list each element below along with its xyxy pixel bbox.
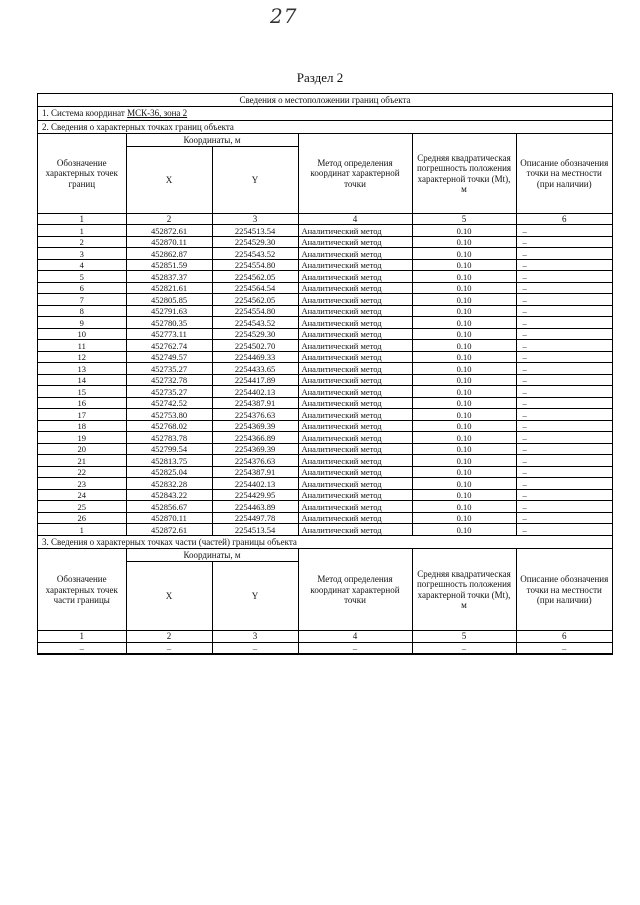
y-coordinate-cell: 2254469.33: [212, 351, 298, 363]
table-row: [38, 225, 612, 237]
table-row: [38, 340, 612, 352]
x-coordinate-cell: 452805.85: [126, 294, 212, 306]
description-cell: –: [516, 374, 612, 386]
table-row: [38, 512, 612, 524]
table-row: [38, 420, 612, 432]
y-coordinate-cell: 2254376.63: [212, 409, 298, 421]
error-cell: 0.10: [412, 236, 516, 248]
description-cell: –: [516, 317, 612, 329]
y-coordinate-cell: 2254564.54: [212, 282, 298, 294]
x-coordinate-cell: 452870.11: [126, 512, 212, 524]
error-cell: 0.10: [412, 443, 516, 455]
y-coordinate-cell: 2254554.80: [212, 259, 298, 271]
x-coordinate-cell: 452768.02: [126, 420, 212, 432]
point-number-cell: 21: [38, 455, 126, 467]
col-index: 3: [212, 631, 298, 642]
y-coordinate-cell: 2254417.89: [212, 374, 298, 386]
description-cell: –: [516, 271, 612, 283]
x-coordinate-cell: 452749.57: [126, 351, 212, 363]
error-cell: 0.10: [412, 489, 516, 501]
col-index: 6: [516, 631, 612, 642]
table-row: [38, 305, 612, 317]
col-index: 3: [212, 214, 298, 225]
error-cell: –: [412, 642, 516, 654]
description-cell: –: [516, 248, 612, 260]
x-coordinate-cell: 452783.78: [126, 432, 212, 444]
point-number-cell: 5: [38, 271, 126, 283]
y-coordinate-cell: 2254497.78: [212, 512, 298, 524]
part-points-body: [38, 642, 612, 654]
x-coordinate-cell: 452799.54: [126, 443, 212, 455]
header-coords: Координаты, м: [126, 549, 298, 562]
table-row: [38, 478, 612, 490]
x-coordinate-cell: 452813.75: [126, 455, 212, 467]
method-cell: Аналитический метод: [298, 259, 412, 271]
error-cell: 0.10: [412, 328, 516, 340]
boundary-info-box: [37, 93, 613, 655]
description-cell: –: [516, 328, 612, 340]
table-row: [38, 386, 612, 398]
part-points-table: [38, 549, 612, 654]
point-number-cell: 26: [38, 512, 126, 524]
header-y: Y: [212, 562, 298, 631]
error-cell: 0.10: [412, 351, 516, 363]
header-y: Y: [212, 147, 298, 214]
error-cell: 0.10: [412, 420, 516, 432]
table-row: [38, 294, 612, 306]
table-row: [38, 501, 612, 513]
y-coordinate-cell: 2254387.91: [212, 397, 298, 409]
point-number-cell: 25: [38, 501, 126, 513]
col-index: 4: [298, 214, 412, 225]
method-cell: Аналитический метод: [298, 409, 412, 421]
header-point: Обозначение характерных точек границ: [38, 134, 126, 214]
x-coordinate-cell: 452872.61: [126, 524, 212, 536]
description-cell: –: [516, 466, 612, 478]
point-number-cell: 18: [38, 420, 126, 432]
x-coordinate-cell: 452732.78: [126, 374, 212, 386]
y-coordinate-cell: 2254562.05: [212, 294, 298, 306]
point-number-cell: 1: [38, 524, 126, 536]
point-number-cell: 8: [38, 305, 126, 317]
method-cell: Аналитический метод: [298, 328, 412, 340]
description-cell: –: [516, 363, 612, 375]
y-coordinate-cell: 2254529.30: [212, 236, 298, 248]
method-cell: Аналитический метод: [298, 294, 412, 306]
description-cell: –: [516, 501, 612, 513]
y-coordinate-cell: 2254513.54: [212, 225, 298, 237]
method-cell: Аналитический метод: [298, 432, 412, 444]
description-cell: –: [516, 420, 612, 432]
method-cell: Аналитический метод: [298, 340, 412, 352]
table-row: [38, 524, 612, 536]
point-number-cell: 15: [38, 386, 126, 398]
description-cell: –: [516, 524, 612, 536]
error-cell: 0.10: [412, 386, 516, 398]
method-cell: Аналитический метод: [298, 478, 412, 490]
description-cell: –: [516, 305, 612, 317]
x-coordinate-cell: 452872.61: [126, 225, 212, 237]
x-coordinate-cell: 452870.11: [126, 236, 212, 248]
point-number-cell: 17: [38, 409, 126, 421]
table-row: [38, 443, 612, 455]
error-cell: 0.10: [412, 317, 516, 329]
point-number-cell: 20: [38, 443, 126, 455]
point-number-cell: 23: [38, 478, 126, 490]
method-cell: Аналитический метод: [298, 363, 412, 375]
error-cell: 0.10: [412, 305, 516, 317]
coord-system-row: [38, 107, 612, 120]
x-coordinate-cell: 452735.27: [126, 386, 212, 398]
table-row: [38, 259, 612, 271]
point-number-cell: –: [38, 642, 126, 654]
method-cell: Аналитический метод: [298, 420, 412, 432]
col-index: 1: [38, 631, 126, 642]
x-coordinate-cell: –: [126, 642, 212, 654]
header-point: Обозначение характерных точек части границы: [38, 549, 126, 631]
method-cell: Аналитический метод: [298, 397, 412, 409]
col-index: 1: [38, 214, 126, 225]
box-title: Сведения о местоположении границ объекта: [38, 94, 612, 107]
points-body: [38, 225, 612, 536]
point-number-cell: 3: [38, 248, 126, 260]
error-cell: 0.10: [412, 282, 516, 294]
point-number-cell: 4: [38, 259, 126, 271]
y-coordinate-cell: 2254387.91: [212, 466, 298, 478]
y-coordinate-cell: 2254366.89: [212, 432, 298, 444]
table-row: [38, 642, 612, 654]
header-coords: Координаты, м: [126, 134, 298, 147]
method-cell: Аналитический метод: [298, 282, 412, 294]
col-index: 4: [298, 631, 412, 642]
table-row: [38, 409, 612, 421]
method-cell: Аналитический метод: [298, 466, 412, 478]
table-row: [38, 374, 612, 386]
point-number-cell: 1: [38, 225, 126, 237]
header-method: Метод определения координат характерной точки: [298, 134, 412, 214]
x-coordinate-cell: 452843.22: [126, 489, 212, 501]
y-coordinate-cell: 2254369.39: [212, 443, 298, 455]
table-row: [38, 271, 612, 283]
description-cell: –: [516, 386, 612, 398]
y-coordinate-cell: 2254369.39: [212, 420, 298, 432]
table-row: [38, 466, 612, 478]
header-x: X: [126, 147, 212, 214]
x-coordinate-cell: 452832.28: [126, 478, 212, 490]
method-cell: Аналитический метод: [298, 248, 412, 260]
description-cell: –: [516, 432, 612, 444]
x-coordinate-cell: 452780.35: [126, 317, 212, 329]
point-number-cell: 16: [38, 397, 126, 409]
y-coordinate-cell: 2254543.52: [212, 248, 298, 260]
method-cell: Аналитический метод: [298, 512, 412, 524]
header-desc: Описание обозначения точки на местности (при наличии): [516, 134, 612, 214]
error-cell: 0.10: [412, 363, 516, 375]
x-coordinate-cell: 452735.27: [126, 363, 212, 375]
col-index: 2: [126, 214, 212, 225]
method-cell: Аналитический метод: [298, 236, 412, 248]
error-cell: 0.10: [412, 524, 516, 536]
method-cell: Аналитический метод: [298, 524, 412, 536]
method-cell: Аналитический метод: [298, 501, 412, 513]
method-cell: Аналитический метод: [298, 305, 412, 317]
error-cell: 0.10: [412, 501, 516, 513]
y-coordinate-cell: –: [212, 642, 298, 654]
y-coordinate-cell: 2254402.13: [212, 386, 298, 398]
y-coordinate-cell: 2254554.80: [212, 305, 298, 317]
y-coordinate-cell: 2254402.13: [212, 478, 298, 490]
description-cell: –: [516, 512, 612, 524]
table-row: [38, 489, 612, 501]
description-cell: –: [516, 351, 612, 363]
error-cell: 0.10: [412, 466, 516, 478]
description-cell: –: [516, 409, 612, 421]
error-cell: 0.10: [412, 409, 516, 421]
coord-system-label: 1. Система координат: [42, 108, 125, 119]
point-number-cell: 24: [38, 489, 126, 501]
table-row: [38, 363, 612, 375]
col-index: 6: [516, 214, 612, 225]
error-cell: 0.10: [412, 259, 516, 271]
point-number-cell: 7: [38, 294, 126, 306]
point-number-cell: 19: [38, 432, 126, 444]
col-index: 5: [412, 214, 516, 225]
x-coordinate-cell: 452825.04: [126, 466, 212, 478]
x-coordinate-cell: 452837.37: [126, 271, 212, 283]
coord-system-value: МСК-36, зона 2: [127, 108, 188, 119]
y-coordinate-cell: 2254376.63: [212, 455, 298, 467]
table-row: [38, 328, 612, 340]
header-method: Метод определения координат характерной точки: [298, 549, 412, 631]
point-number-cell: 10: [38, 328, 126, 340]
x-coordinate-cell: 452753.80: [126, 409, 212, 421]
point-number-cell: 14: [38, 374, 126, 386]
y-coordinate-cell: 2254543.52: [212, 317, 298, 329]
x-coordinate-cell: 452762.74: [126, 340, 212, 352]
method-cell: Аналитический метод: [298, 317, 412, 329]
error-cell: 0.10: [412, 225, 516, 237]
col-index: 2: [126, 631, 212, 642]
table-row: [38, 351, 612, 363]
x-coordinate-cell: 452856.67: [126, 501, 212, 513]
error-cell: 0.10: [412, 512, 516, 524]
table-row: [38, 248, 612, 260]
x-coordinate-cell: 452862.87: [126, 248, 212, 260]
error-cell: 0.10: [412, 478, 516, 490]
description-cell: –: [516, 443, 612, 455]
method-cell: –: [298, 642, 412, 654]
point-number-cell: 9: [38, 317, 126, 329]
description-cell: –: [516, 478, 612, 490]
table-row: [38, 236, 612, 248]
description-cell: –: [516, 259, 612, 271]
method-cell: Аналитический метод: [298, 386, 412, 398]
table-row: [38, 397, 612, 409]
x-coordinate-cell: 452851.59: [126, 259, 212, 271]
page-number: 27: [270, 4, 298, 28]
description-cell: –: [516, 225, 612, 237]
error-cell: 0.10: [412, 294, 516, 306]
description-cell: –: [516, 340, 612, 352]
column-index-row: [38, 631, 612, 642]
y-coordinate-cell: 2254463.89: [212, 501, 298, 513]
description-cell: –: [516, 397, 612, 409]
y-coordinate-cell: 2254513.54: [212, 524, 298, 536]
part3-title: 3. Сведения о характерных точках части (частей) границы объекта: [38, 536, 612, 549]
error-cell: 0.10: [412, 271, 516, 283]
error-cell: 0.10: [412, 397, 516, 409]
method-cell: Аналитический метод: [298, 455, 412, 467]
method-cell: Аналитический метод: [298, 489, 412, 501]
y-coordinate-cell: 2254433.65: [212, 363, 298, 375]
error-cell: 0.10: [412, 340, 516, 352]
point-number-cell: 6: [38, 282, 126, 294]
description-cell: –: [516, 294, 612, 306]
point-number-cell: 13: [38, 363, 126, 375]
col-index: 5: [412, 631, 516, 642]
description-cell: –: [516, 236, 612, 248]
method-cell: Аналитический метод: [298, 374, 412, 386]
points-table: [38, 134, 612, 536]
table-row: [38, 432, 612, 444]
header-error: Средняя квадратическая погрешность положения характерной точки (Mt), м: [412, 134, 516, 214]
description-cell: –: [516, 282, 612, 294]
method-cell: Аналитический метод: [298, 225, 412, 237]
x-coordinate-cell: 452821.61: [126, 282, 212, 294]
error-cell: 0.10: [412, 374, 516, 386]
point-number-cell: 11: [38, 340, 126, 352]
description-cell: –: [516, 455, 612, 467]
error-cell: 0.10: [412, 248, 516, 260]
header-error: Средняя квадратическая погрешность положения характерной точки (Mt), м: [412, 549, 516, 631]
part2-title: 2. Сведения о характерных точках границ объекта: [38, 121, 612, 134]
error-cell: 0.10: [412, 432, 516, 444]
error-cell: 0.10: [412, 455, 516, 467]
x-coordinate-cell: 452742.52: [126, 397, 212, 409]
point-number-cell: 22: [38, 466, 126, 478]
section-title: Раздел 2: [296, 70, 344, 85]
y-coordinate-cell: 2254562.05: [212, 271, 298, 283]
point-number-cell: 12: [38, 351, 126, 363]
y-coordinate-cell: 2254529.30: [212, 328, 298, 340]
table-row: [38, 317, 612, 329]
table-row: [38, 455, 612, 467]
x-coordinate-cell: 452791.63: [126, 305, 212, 317]
description-cell: –: [516, 642, 612, 654]
x-coordinate-cell: 452773.11: [126, 328, 212, 340]
header-x: X: [126, 562, 212, 631]
method-cell: Аналитический метод: [298, 271, 412, 283]
y-coordinate-cell: 2254429.95: [212, 489, 298, 501]
method-cell: Аналитический метод: [298, 351, 412, 363]
table-row: [38, 282, 612, 294]
point-number-cell: 2: [38, 236, 126, 248]
method-cell: Аналитический метод: [298, 443, 412, 455]
column-index-row: [38, 214, 612, 225]
description-cell: –: [516, 489, 612, 501]
header-desc: Описание обозначения точки на местности (при наличии): [516, 549, 612, 631]
y-coordinate-cell: 2254502.70: [212, 340, 298, 352]
